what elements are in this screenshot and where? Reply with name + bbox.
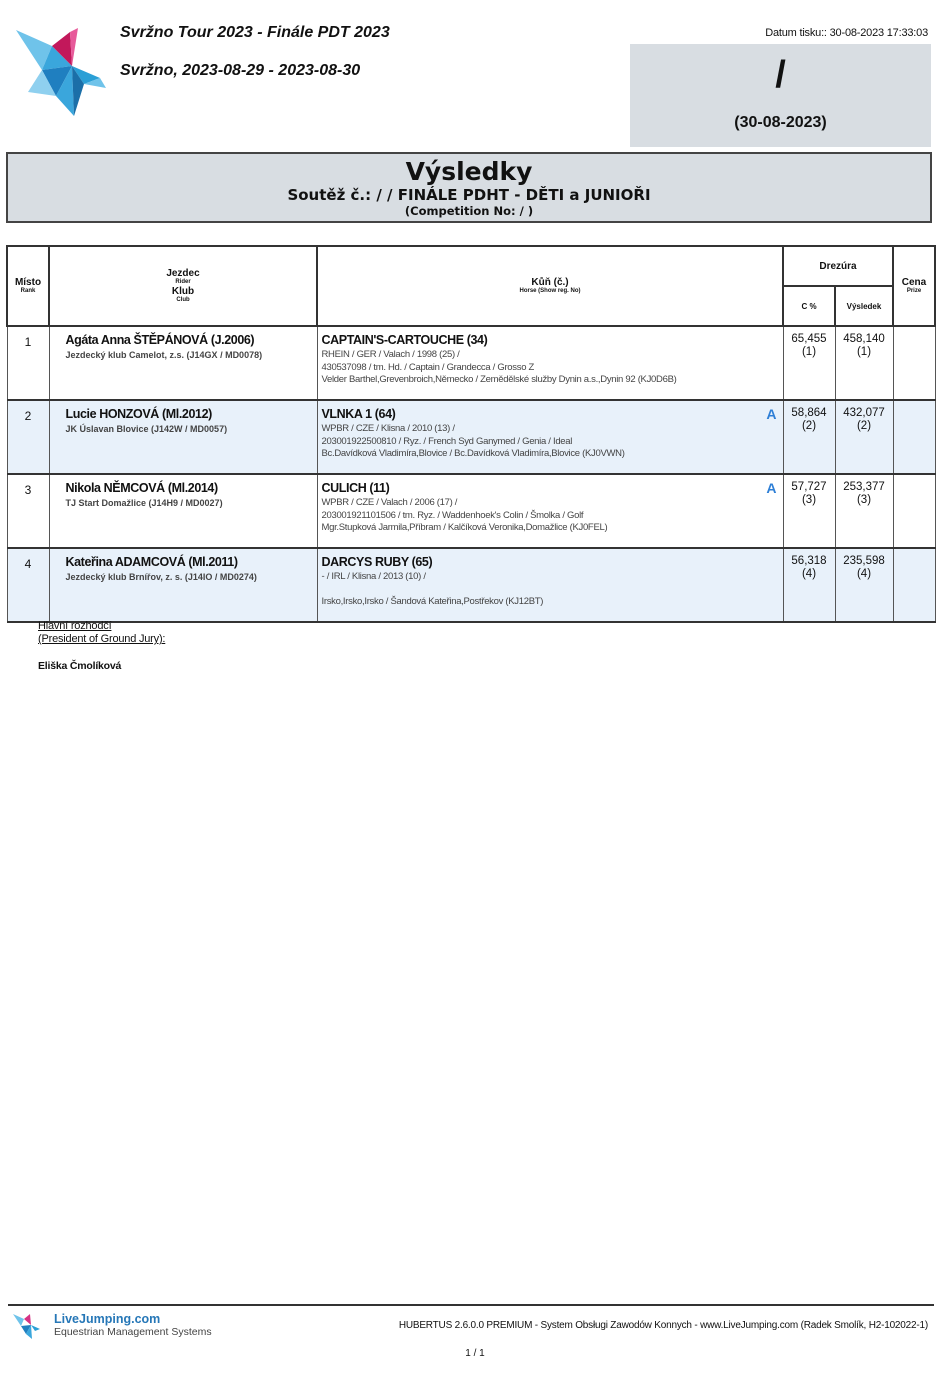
- header-rider-club: [49, 246, 317, 326]
- horse-info-line: WPBR / CZE / Klisna / 2010 (13) /: [321, 423, 455, 434]
- percent-cell: [783, 400, 835, 474]
- date-box-slash: /: [775, 54, 786, 96]
- competition-number-en: (Competition No: / ): [404, 204, 534, 218]
- rider-club: Jezdecký klub Camelot, z.s. (J14GX / MD0078): [65, 350, 263, 360]
- origami-horse-logo: [12, 26, 108, 118]
- percent-value: 57,727: [791, 481, 827, 493]
- percent-rank: (2): [801, 420, 817, 432]
- header-prize-label: Cena: [901, 277, 927, 288]
- footer-software-info: HUBERTUS 2.6.0.0 PREMIUM - System Obsługi Zawodów Konnych - www.LiveJumping.com (Radek Smolík, H2-102022-1): [398, 1320, 928, 1331]
- table-row: [7, 400, 935, 474]
- jury-label-en: (President of Ground Jury):: [38, 633, 166, 645]
- livejumping-logo-icon: [12, 1312, 42, 1340]
- percent-cell: [783, 474, 835, 548]
- horse-pedigree-line: 203001922500810 / Ryz. / French Syd Ganymed / Genia / Ideal: [321, 435, 573, 447]
- horse-owner-line: Irsko,Irsko,Irsko / Šandová Kateřina,Postřekov (KJ12BT): [321, 596, 544, 607]
- horse-name: DARCYS RUBY (65): [321, 555, 433, 569]
- event-place-dates: Svržno, 2023-08-29 - 2023-08-30: [120, 62, 361, 79]
- horse-name: VLNKA 1 (64): [321, 407, 396, 421]
- header-horse-en: Horse (Show reg. No): [519, 288, 581, 294]
- result-value: 458,140: [843, 333, 885, 345]
- jury-label: Hlavní rozhodčí: [38, 620, 112, 632]
- header-club-label: Klub: [171, 286, 195, 297]
- horse-info-line: WPBR / CZE / Valach / 2006 (17) /: [321, 497, 458, 508]
- prize-cell: [893, 326, 935, 400]
- header-percent: C %: [783, 286, 835, 326]
- result-value: 253,377: [843, 481, 885, 493]
- rider-name: Lucie HONZOVÁ (Ml.2012): [65, 407, 212, 421]
- footer-tagline: Equestrian Management Systems: [54, 1326, 212, 1338]
- horse-name: CULICH (11): [321, 481, 390, 495]
- horse-owner-line: Mgr.Stupková Jarmila,Příbram / Kalčíková Veronika,Domažlice (KJ0FEL): [321, 522, 608, 533]
- horse-cell: [317, 400, 783, 474]
- result-rank: (3): [856, 494, 872, 506]
- horse-name: CAPTAIN'S-CARTOUCHE (34): [321, 333, 488, 347]
- rider-cell: [49, 400, 317, 474]
- jury-president-name: Eliška Čmolíková: [38, 660, 122, 672]
- horse-cell: [317, 548, 783, 622]
- horse-pedigree-line: 430537098 / tm. Hd. / Captain / Grandecca / Grosso Z: [321, 361, 535, 373]
- header-rank-label: Místo: [14, 277, 42, 288]
- footer-brand-link[interactable]: LiveJumping.com: [54, 1312, 161, 1326]
- prize-cell: [893, 400, 935, 474]
- result-rank: (2): [856, 420, 872, 432]
- percent-cell: [783, 326, 835, 400]
- competition-date: (30-08-2023): [734, 114, 827, 131]
- result-cell: [835, 326, 893, 400]
- rider-club: Jezdecký klub Brnířov, z. s. (J14IO / MD0274): [65, 572, 257, 582]
- percent-rank: (3): [801, 494, 817, 506]
- page-number: 1 / 1: [465, 1348, 485, 1359]
- header-dressage: Drezúra: [783, 246, 893, 286]
- rank-cell: 2: [7, 400, 49, 474]
- prize-cell: [893, 548, 935, 622]
- result-cell: [835, 474, 893, 548]
- rider-cell: [49, 548, 317, 622]
- header-prize: [893, 246, 935, 326]
- rider-club: TJ Start Domažlice (J14H9 / MD0027): [65, 498, 223, 508]
- rider-name: Kateřina ADAMCOVÁ (Ml.2011): [65, 555, 238, 569]
- header-club-en: Club: [176, 297, 190, 303]
- result-rank: (4): [856, 568, 872, 580]
- a-mark-badge: A: [766, 480, 777, 496]
- print-date: Datum tisku:: 30-08-2023 17:33:03: [765, 27, 928, 39]
- horse-pedigree-line: 203001921101506 / tm. Ryz. / Waddenhoek's Colin / Šmolka / Golf: [321, 509, 584, 521]
- horse-owner-line: Velder Barthel,Grevenbroich,Německo / Zemědělské služby Dynin a.s.,Dynin 92 (KJ0D6B): [321, 374, 677, 385]
- horse-owner-line: Bc.Davídková Vladimíra,Blovice / Bc.Davídková Vladimíra,Blovice (KJ0VWN): [321, 448, 625, 459]
- table-row: [7, 548, 935, 622]
- rider-cell: [49, 474, 317, 548]
- horse-cell: [317, 474, 783, 548]
- event-title: Svržno Tour 2023 - Finále PDT 2023: [120, 24, 390, 41]
- jury-section: [38, 620, 165, 673]
- header-rider-label: Jezdec: [166, 268, 200, 279]
- table-row: [7, 474, 935, 548]
- percent-cell: [783, 548, 835, 622]
- percent-value: 56,318: [791, 555, 827, 567]
- footer-divider: [8, 1304, 934, 1306]
- header-horse: [317, 246, 783, 326]
- rank-cell: 1: [7, 326, 49, 400]
- percent-value: 58,864: [791, 407, 827, 419]
- header-result: Výsledek: [835, 286, 893, 326]
- rider-club: JK Úslavan Blovice (J142W / MD0057): [65, 424, 228, 434]
- results-title: Výsledky: [405, 157, 533, 186]
- rider-name: Agáta Anna ŠTĚPÁNOVÁ (J.2006): [65, 333, 255, 347]
- results-title-box: [6, 152, 932, 223]
- a-mark-badge: A: [766, 406, 777, 422]
- results-table: [6, 245, 936, 623]
- competition-name: Soutěž č.: / / FINÁLE PDHT - DĚTI a JUNIOŘI: [287, 186, 651, 204]
- percent-rank: (1): [801, 346, 817, 358]
- header-horse-label: Kůň (č.): [531, 277, 569, 288]
- rank-cell: 4: [7, 548, 49, 622]
- result-cell: [835, 548, 893, 622]
- header-rank: [7, 246, 49, 326]
- horse-cell: [317, 326, 783, 400]
- header-prize-en: Prize: [906, 288, 922, 294]
- rider-cell: [49, 326, 317, 400]
- rank-cell: 3: [7, 474, 49, 548]
- result-value: 235,598: [843, 555, 885, 567]
- prize-cell: [893, 474, 935, 548]
- horse-pedigree-line: [322, 584, 779, 597]
- table-row: [7, 326, 935, 400]
- rider-name: Nikola NĚMCOVÁ (Ml.2014): [65, 481, 218, 495]
- horse-info-line: RHEIN / GER / Valach / 1998 (25) /: [321, 349, 460, 360]
- result-value: 432,077: [843, 407, 885, 419]
- percent-value: 65,455: [791, 333, 827, 345]
- header-rider-en: Rider: [175, 279, 191, 285]
- result-cell: [835, 400, 893, 474]
- horse-info-line: - / IRL / Klisna / 2013 (10) /: [321, 571, 426, 582]
- header-rank-en: Rank: [20, 288, 36, 294]
- result-rank: (1): [856, 346, 872, 358]
- competition-date-box: [630, 44, 931, 147]
- percent-rank: (4): [801, 568, 817, 580]
